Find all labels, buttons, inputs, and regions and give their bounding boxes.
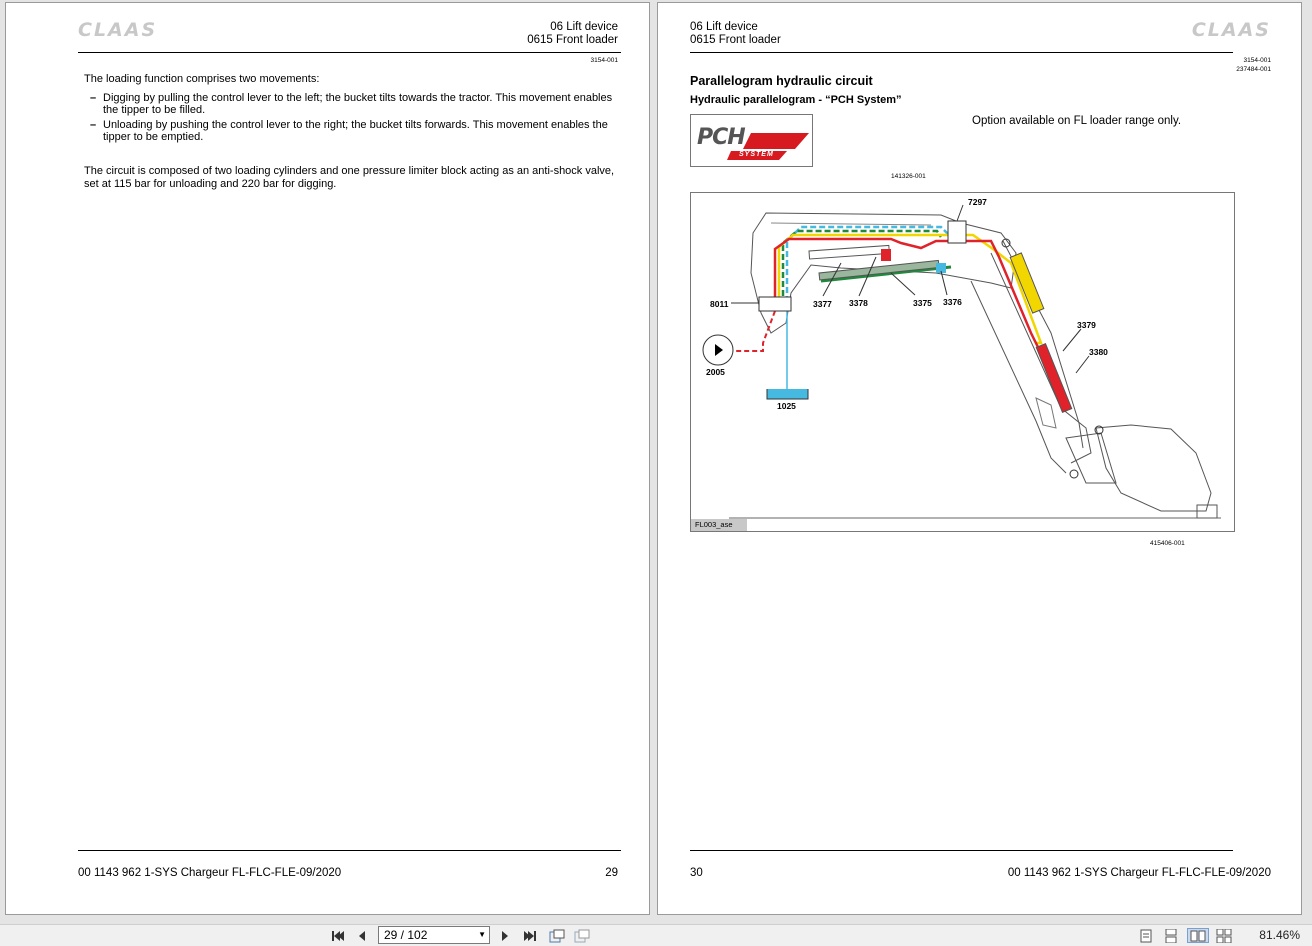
valve-block-7297 [948, 221, 966, 243]
label-2005: 2005 [706, 367, 725, 377]
pch-swoosh [743, 133, 809, 149]
cylinder-3380 [1036, 344, 1071, 413]
label-3376: 3376 [943, 297, 962, 307]
pch-logo-text: PCH [697, 125, 745, 150]
cylinder-head-red [881, 249, 891, 261]
doc-ref: 3154-001 [590, 57, 618, 64]
pivot-pin [1070, 470, 1078, 478]
bullet-dash: – [90, 92, 97, 104]
page-header [690, 21, 781, 47]
paragraph-line: The circuit is composed of two loading cylinders and one pressure limiter block acting as an anti-shock valve, [84, 165, 615, 177]
tank-1025 [767, 389, 808, 399]
section-title: Parallelogram hydraulic circuit [690, 74, 873, 88]
label-8011: 8011 [710, 299, 729, 309]
leader-line [1063, 329, 1081, 351]
pressure-line [731, 311, 775, 351]
next-page-icon[interactable] [498, 928, 512, 943]
claas-logo: CLAAS [78, 19, 158, 41]
label-3378: 3378 [849, 298, 868, 308]
doc-ref: 237484-001 [1236, 66, 1271, 73]
label-3380: 3380 [1089, 347, 1108, 357]
label-3377: 3377 [813, 299, 832, 309]
diagram-ref: 415406-001 [1150, 540, 1185, 547]
pch-logo-subtext: SYSTEM [739, 151, 774, 158]
chevron-down-icon[interactable]: ▼ [478, 930, 486, 939]
fit-width-icon[interactable] [573, 928, 591, 943]
cylinder-3377 [809, 245, 889, 259]
bullet-line: tipper to be emptied. [103, 131, 204, 143]
header-section: 0615 Front loader [527, 34, 618, 46]
doc-refs [1236, 56, 1271, 74]
label-3375: 3375 [913, 298, 932, 308]
bucket [1096, 425, 1211, 511]
footer-rule [78, 850, 621, 851]
label-1025: 1025 [777, 401, 796, 411]
navigation-toolbar [0, 924, 1312, 946]
two-page-icon[interactable] [1187, 928, 1209, 943]
bullet-dash: – [90, 119, 97, 131]
header-chapter: 06 Lift device [550, 21, 618, 33]
fit-page-icon[interactable] [548, 928, 566, 943]
page-number-field[interactable] [378, 926, 490, 944]
footer-rule [690, 850, 1233, 851]
first-page-icon[interactable] [330, 928, 346, 943]
bullet-line: the tipper to be filled. [103, 104, 206, 116]
bucket-linkage [1066, 433, 1116, 483]
header-rule [690, 52, 1233, 53]
yellow-line [779, 235, 1041, 343]
page-29 [5, 2, 650, 915]
page-header [527, 21, 618, 47]
bullet-line: Unloading by pushing the control lever to the right; the bucket tilts forwards. This movement enables the [103, 119, 608, 131]
claas-logo: CLAAS [1191, 19, 1271, 41]
leader-line [957, 205, 963, 221]
step-plate [1036, 398, 1056, 428]
page-number: 29 [605, 867, 618, 879]
prev-page-icon[interactable] [355, 928, 369, 943]
distributor-8011 [759, 297, 791, 311]
page-number-value: 29 / 102 [384, 928, 428, 942]
leader-line [1076, 356, 1089, 373]
header-rule [78, 52, 621, 53]
bullet-line: Digging by pulling the control lever to the left; the bucket tilts towards the tractor. This movement enables [103, 92, 613, 104]
header-section: 0615 Front loader [690, 34, 781, 46]
label-3379: 3379 [1077, 320, 1096, 330]
footer-doc: 00 1143 962 1-SYS Chargeur FL-FLC-FLE-09/2020 [1007, 867, 1271, 879]
header-chapter: 06 Lift device [690, 21, 758, 33]
zoom-level[interactable]: 81.46% [1259, 928, 1300, 942]
intro-text: The loading function comprises two movements: [84, 73, 320, 85]
pch-system-logo [690, 114, 813, 167]
continuous-page-icon[interactable] [1163, 928, 1179, 943]
paragraph-line: set at 115 bar for unloading and 220 bar for digging. [84, 178, 337, 190]
loader-schematic [691, 193, 1234, 531]
doc-ref: 3154-001 [1243, 57, 1271, 64]
diagram-tag: FL003_ase [691, 519, 747, 531]
two-page-continuous-icon[interactable] [1215, 928, 1233, 943]
footer-doc: 00 1143 962 1-SYS Chargeur FL-FLC-FLE-09/2020 [78, 867, 342, 879]
subsection-title: Hydraulic parallelogram - “PCH System” [690, 94, 902, 106]
last-page-icon[interactable] [522, 928, 538, 943]
leader-line [891, 273, 915, 295]
option-note: Option available on FL loader range only. [972, 115, 1182, 127]
label-7297: 7297 [968, 197, 987, 207]
page-30 [657, 2, 1302, 915]
mount-edge [771, 223, 931, 225]
image-ref: 141326-001 [891, 173, 926, 180]
single-page-icon[interactable] [1138, 928, 1154, 943]
page-number: 30 [690, 867, 703, 879]
hydraulic-diagram [690, 192, 1235, 532]
